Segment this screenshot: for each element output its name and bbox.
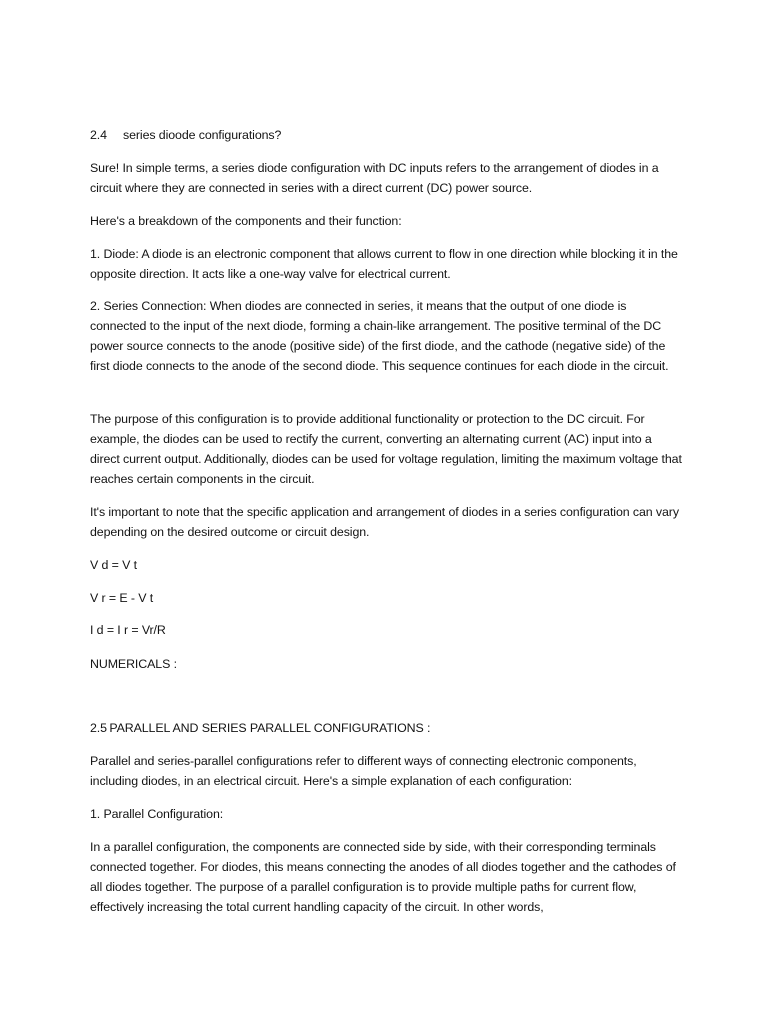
paragraph-intro: Sure! In simple terms, a series diode configuration with DC inputs refers to the arrangement of diodes in a circuit where they are connected in series with a direct current (DC) power source.: [90, 161, 659, 195]
section-title: PARALLEL AND SERIES PARALLEL CONFIGURATIONS :: [109, 721, 431, 735]
paragraph-purpose: The purpose of this configuration is to provide additional functionality or protection to the DC circuit. For example, the diodes can be used to rectify the current, converting an alternating current (AC) input into a direct current output. Additionally, diodes can be used for voltage regulation, limiting the maximum voltage that reaches certain components in the circuit.: [90, 412, 682, 486]
numericals-heading: NUMERICALS :: [90, 657, 177, 671]
paragraph-diode: 1. Diode: A diode is an electronic component that allows current to flow in one direction while blocking it in the opposite direction. It acts like a one-way valve for electrical current.: [90, 247, 678, 281]
paragraph-parallel-body: In a parallel configuration, the components are connected side by side, with their corresponding terminals connected together. For diodes, this means connecting the anodes of all diodes together and the cathodes of all diodes together. The purpose of a parallel configuration is to provide multiple paths for current flow, effectively increasing the total current handling capacity of the circuit. In other words,: [90, 840, 676, 914]
paragraph-series-connection: 2. Series Connection: When diodes are connected in series, it means that the output of one diode is connected to the input of the next diode, forming a chain-like arrangement. The positive terminal of the DC power source connects to the anode (positive side) of the first diode, and the cathode (negative side) of the first diode connects to the anode of the second diode. This sequence continues for each diode in the circuit.: [90, 299, 669, 373]
formula-vd: V d = V t: [90, 558, 137, 572]
section-heading-2-5: [90, 718, 682, 738]
parallel-config-heading: 1. Parallel Configuration:: [90, 807, 224, 821]
section-heading-2-4: [90, 125, 682, 145]
section-number: 2.5: [90, 721, 107, 735]
paragraph-note: It's important to note that the specific application and arrangement of diodes in a series configuration can vary depending on the desired outcome or circuit design.: [90, 505, 679, 539]
section-title: series dioode configurations?: [123, 128, 282, 142]
section-number: 2.4: [90, 128, 107, 142]
formula-vr: V r = E - V t: [90, 591, 154, 605]
paragraph-breakdown: Here's a breakdown of the components and their function:: [90, 214, 402, 228]
formula-id: I d = I r = Vr/R: [90, 623, 166, 637]
paragraph-parallel-intro: Parallel and series-parallel configurations refer to different ways of connecting electronic components, including diodes, in an electrical circuit. Here's a simple explanation of each configuration:: [90, 754, 637, 788]
